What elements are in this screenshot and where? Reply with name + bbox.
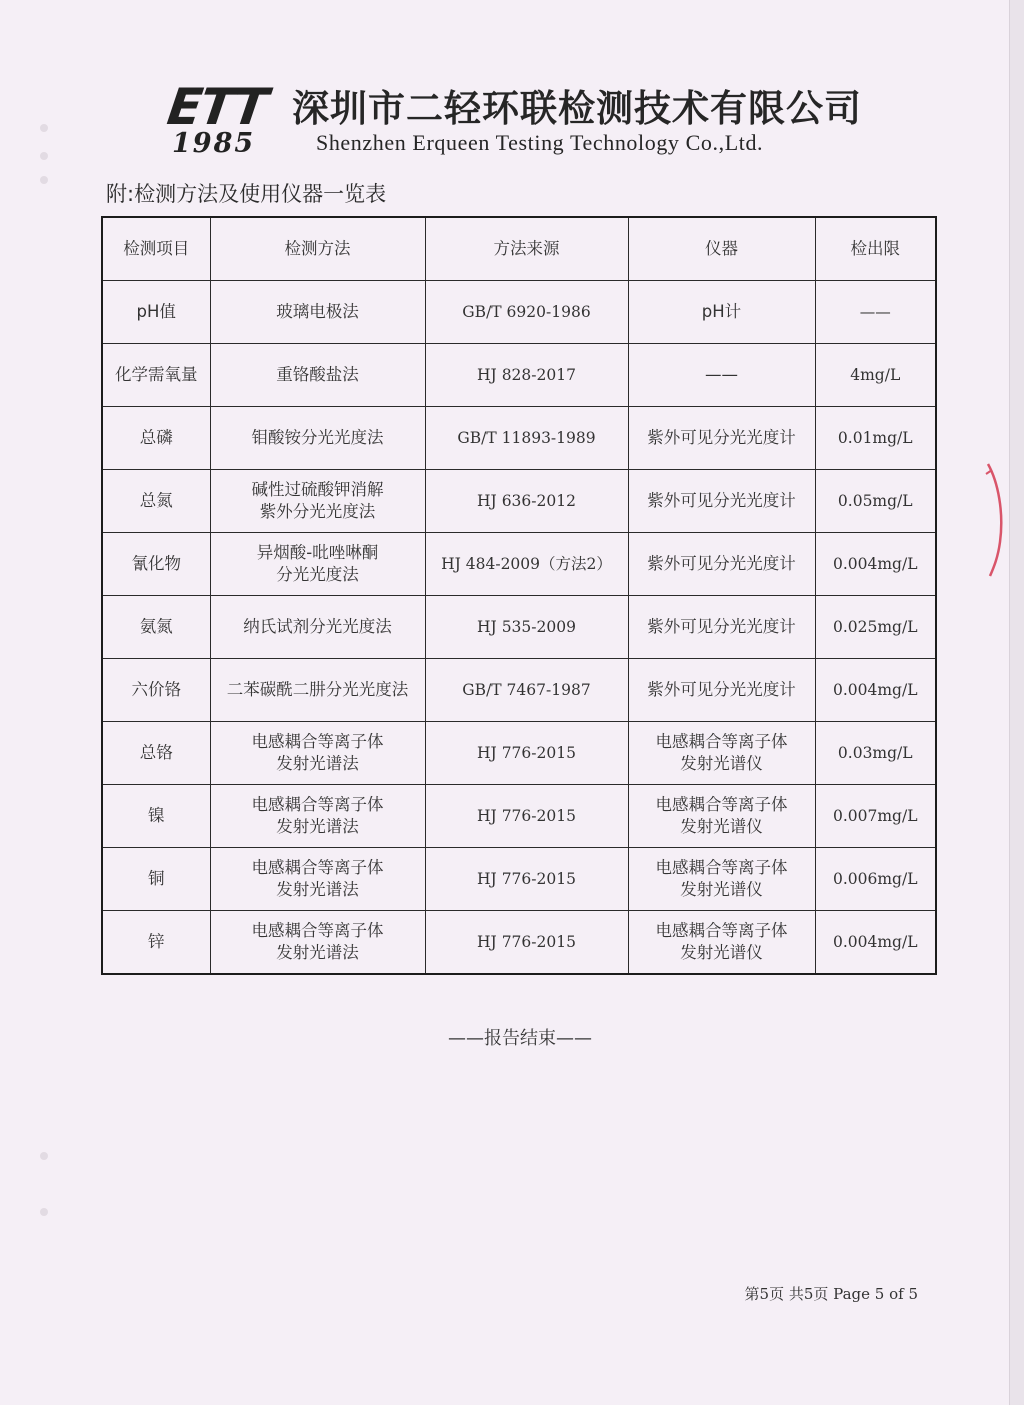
cell-method-line: 紫外分光光度法 — [259, 502, 376, 521]
cell-instrument — [628, 848, 815, 911]
cell-source: GB/T 6920-1986 — [425, 281, 628, 344]
cell-method-line: 发射光谱法 — [276, 817, 359, 836]
cell-source: HJ 776-2015 — [425, 722, 628, 785]
cell-method-line: 异烟酸-吡唑啉酮 — [256, 543, 379, 562]
cell-method-line: 电感耦合等离子体 — [251, 858, 384, 877]
red-ink-mark — [982, 462, 1008, 578]
punch-hole — [40, 1208, 48, 1216]
cell-instrument — [628, 911, 815, 975]
table-body — [102, 281, 936, 975]
cell-instrument-line: 紫外可见分光光度计 — [647, 554, 796, 573]
cell-method-line: 电感耦合等离子体 — [251, 732, 384, 751]
cell-instrument-line: 电感耦合等离子体 — [655, 921, 788, 940]
page-edge — [1009, 0, 1024, 1405]
header-instrument: 仪器 — [628, 217, 815, 281]
cell-source: GB/T 7467-1987 — [425, 659, 628, 722]
cell-instrument-line: 紫外可见分光光度计 — [647, 428, 796, 447]
cell-instrument — [628, 344, 815, 407]
logo-ett-text: ETT — [163, 78, 270, 136]
cell-instrument — [628, 281, 815, 344]
table-row — [102, 596, 936, 659]
cell-source: HJ 776-2015 — [425, 911, 628, 975]
cell-instrument-line: 发射光谱仪 — [680, 880, 763, 899]
table-row — [102, 659, 936, 722]
punch-hole — [40, 124, 48, 132]
cell-method-line: 碱性过硫酸钾消解 — [251, 480, 384, 499]
table-header-row — [102, 217, 936, 281]
company-logo — [163, 78, 281, 160]
cell-item: 铜 — [102, 848, 210, 911]
cell-method-line: 发射光谱法 — [276, 880, 359, 899]
cell-limit: 0.025mg/L — [815, 596, 936, 659]
table-row — [102, 722, 936, 785]
table-row — [102, 407, 936, 470]
punch-hole — [40, 152, 48, 160]
table-row — [102, 470, 936, 533]
cell-method-line: 分光光度法 — [276, 565, 359, 584]
cell-method-line: 二苯碳酰二肼分光光度法 — [226, 680, 409, 699]
cell-item: 总磷 — [102, 407, 210, 470]
cell-instrument-line: 发射光谱仪 — [680, 943, 763, 962]
cell-method-line: 发射光谱法 — [276, 943, 359, 962]
cell-source: HJ 776-2015 — [425, 848, 628, 911]
header-source: 方法来源 — [425, 217, 628, 281]
page-number: 第5页 共5页 Page 5 of 5 — [744, 1285, 918, 1303]
cell-instrument-line: 电感耦合等离子体 — [655, 732, 788, 751]
logo-year: 1985 — [172, 128, 256, 159]
table-row — [102, 848, 936, 911]
cell-limit: 0.006mg/L — [815, 848, 936, 911]
cell-limit: 0.03mg/L — [815, 722, 936, 785]
cell-item: 氰化物 — [102, 533, 210, 596]
table-row — [102, 785, 936, 848]
cell-item: 锌 — [102, 911, 210, 975]
cell-limit: 0.004mg/L — [815, 533, 936, 596]
table-row — [102, 281, 936, 344]
cell-method — [210, 722, 425, 785]
cell-item: 镍 — [102, 785, 210, 848]
cell-instrument-line: —— — [705, 365, 738, 384]
cell-item: pH值 — [102, 281, 210, 344]
cell-limit: 0.05mg/L — [815, 470, 936, 533]
cell-item: 总氮 — [102, 470, 210, 533]
cell-method — [210, 533, 425, 596]
cell-limit: 0.004mg/L — [815, 659, 936, 722]
cell-source: HJ 776-2015 — [425, 785, 628, 848]
cell-limit: 0.004mg/L — [815, 911, 936, 975]
cell-instrument — [628, 785, 815, 848]
cell-instrument — [628, 596, 815, 659]
cell-source: HJ 535-2009 — [425, 596, 628, 659]
cell-method-line: 玻璃电极法 — [276, 302, 359, 321]
cell-method-line: 电感耦合等离子体 — [251, 921, 384, 940]
cell-method — [210, 659, 425, 722]
cell-item: 化学需氧量 — [102, 344, 210, 407]
cell-instrument — [628, 659, 815, 722]
cell-instrument-line: 紫外可见分光光度计 — [647, 617, 796, 636]
cell-instrument-line: 发射光谱仪 — [680, 817, 763, 836]
punch-hole — [40, 176, 48, 184]
cell-instrument — [628, 722, 815, 785]
cell-instrument-line: 紫外可见分光光度计 — [647, 680, 796, 699]
methods-table — [101, 216, 937, 975]
company-name-cn: 深圳市二轻环联检测技术有限公司 — [292, 87, 862, 130]
cell-method — [210, 281, 425, 344]
table-row — [102, 344, 936, 407]
cell-instrument — [628, 407, 815, 470]
cell-method-line: 电感耦合等离子体 — [251, 795, 384, 814]
cell-item: 六价铬 — [102, 659, 210, 722]
cell-method-line: 重铬酸盐法 — [276, 365, 359, 384]
cell-source: GB/T 11893-1989 — [425, 407, 628, 470]
header-method: 检测方法 — [210, 217, 425, 281]
cell-method-line: 纳氏试剂分光光度法 — [243, 617, 392, 636]
cell-limit: 0.007mg/L — [815, 785, 936, 848]
cell-item: 氨氮 — [102, 596, 210, 659]
cell-source: HJ 484-2009（方法2） — [425, 533, 628, 596]
cell-method — [210, 596, 425, 659]
cell-limit: —— — [815, 281, 936, 344]
cell-method — [210, 848, 425, 911]
cell-method — [210, 407, 425, 470]
header-limit: 检出限 — [815, 217, 936, 281]
company-name-en: Shenzhen Erqueen Testing Technology Co.,Ltd. — [316, 130, 764, 155]
cell-limit: 4mg/L — [815, 344, 936, 407]
cell-source: HJ 636-2012 — [425, 470, 628, 533]
cell-instrument-line: 发射光谱仪 — [680, 754, 763, 773]
table-row — [102, 533, 936, 596]
cell-method — [210, 470, 425, 533]
cell-method — [210, 911, 425, 975]
report-end-mark: ——报告结束—— — [448, 1028, 592, 1049]
cell-source: HJ 828-2017 — [425, 344, 628, 407]
cell-method — [210, 344, 425, 407]
cell-instrument-line: 电感耦合等离子体 — [655, 858, 788, 877]
cell-method-line: 钼酸铵分光光度法 — [251, 428, 384, 447]
punch-hole — [40, 1152, 48, 1160]
cell-instrument — [628, 470, 815, 533]
header-item: 检测项目 — [102, 217, 210, 281]
appendix-title: 附:检测方法及使用仪器一览表 — [106, 182, 387, 206]
table-row — [102, 911, 936, 975]
cell-item: 总铬 — [102, 722, 210, 785]
cell-method-line: 发射光谱法 — [276, 754, 359, 773]
cell-instrument-line: 紫外可见分光光度计 — [647, 491, 796, 510]
cell-method — [210, 785, 425, 848]
cell-instrument — [628, 533, 815, 596]
cell-instrument-line: 电感耦合等离子体 — [655, 795, 788, 814]
cell-instrument-line: pH计 — [701, 302, 742, 321]
cell-limit: 0.01mg/L — [815, 407, 936, 470]
